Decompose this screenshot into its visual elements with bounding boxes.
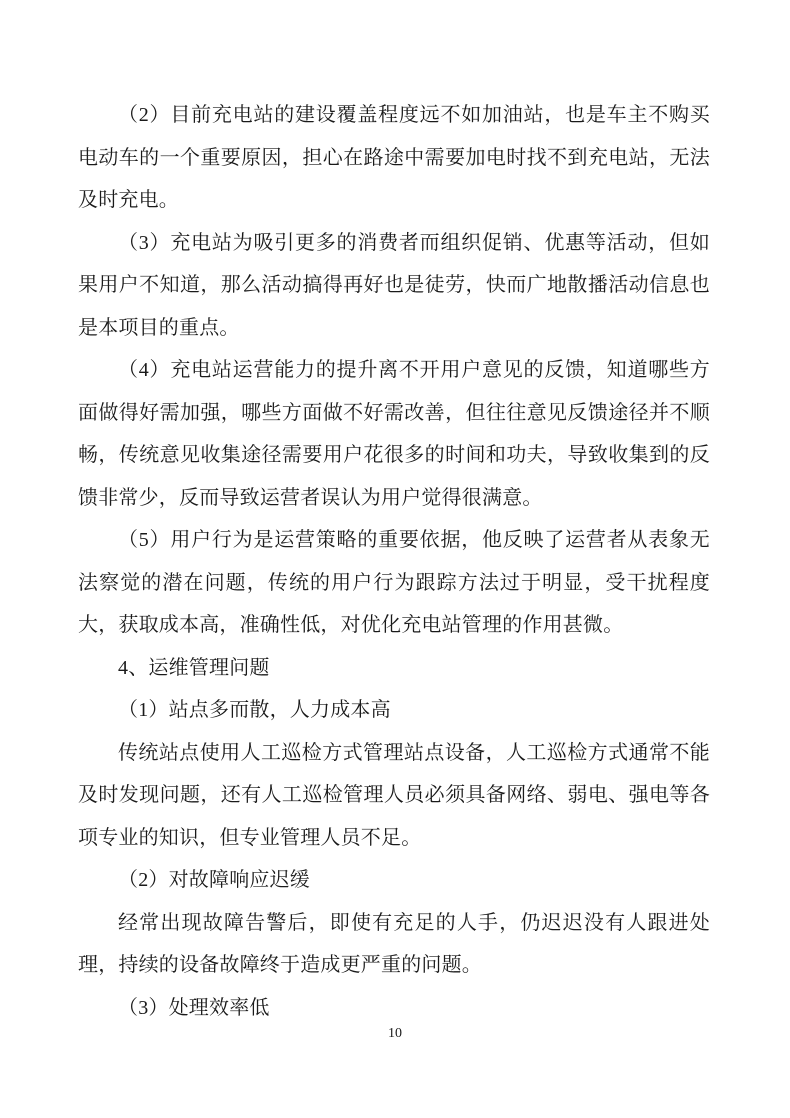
para-charging-coverage: （2）目前充电站的建设覆盖程度远不如加油站，也是车主不购买电动车的一个重要原因，担心在路途中需要加电时找不到充电站，无法及时充电。 — [78, 104, 710, 211]
para-user-behavior: （5）用户行为是运营策略的重要依据，他反映了运营者从表象无法察觉的潜在问题，传统的用户行为跟踪方法过于明显，受干扰程度大，获取成本高，准确性低，对优化充电站管理的作用甚微。 — [78, 529, 710, 636]
para-promotion-info: （3）充电站为吸引更多的消费者而组织促销、优惠等活动，但如果用户不知道，那么活动搞得再好也是徒劳，快而广地散播活动信息也是本项目的重点。 — [78, 231, 710, 339]
subheading-low-efficiency: （3）处理效率低 — [118, 996, 270, 1019]
heading-ops-management: 4、运维管理问题 — [118, 656, 270, 679]
para-manual-inspection: 传统站点使用人工巡检方式管理站点设备，人工巡检方式通常不能及时发现问题，还有人工巡检管理人员必须具备网络、弱电、强电等各项专业的知识，但专业管理人员不足。 — [78, 741, 710, 849]
document-body — [78, 94, 710, 1029]
page-number: 10 — [388, 1026, 402, 1041]
para-fault-alarm: 经常出现故障告警后，即使有充足的人手，仍迟迟没有人跟进处理，持续的设备故障终于造成更严重的问题。 — [78, 911, 710, 976]
subheading-fault-response: （2）对故障响应迟缓 — [118, 869, 310, 891]
subheading-sites-scattered: （1）站点多而散，人力成本高 — [118, 699, 391, 721]
para-user-feedback: （4）充电站运营能力的提升离不开用户意见的反馈，知道哪些方面做得好需加强，哪些方面做不好需改善，但往往意见反馈途径并不顺畅，传统意见收集途径需要用户花很多的时间和功夫，导致收集到的反馈非常少，反而导致运营者误认为用户觉得很满意。 — [78, 359, 710, 509]
